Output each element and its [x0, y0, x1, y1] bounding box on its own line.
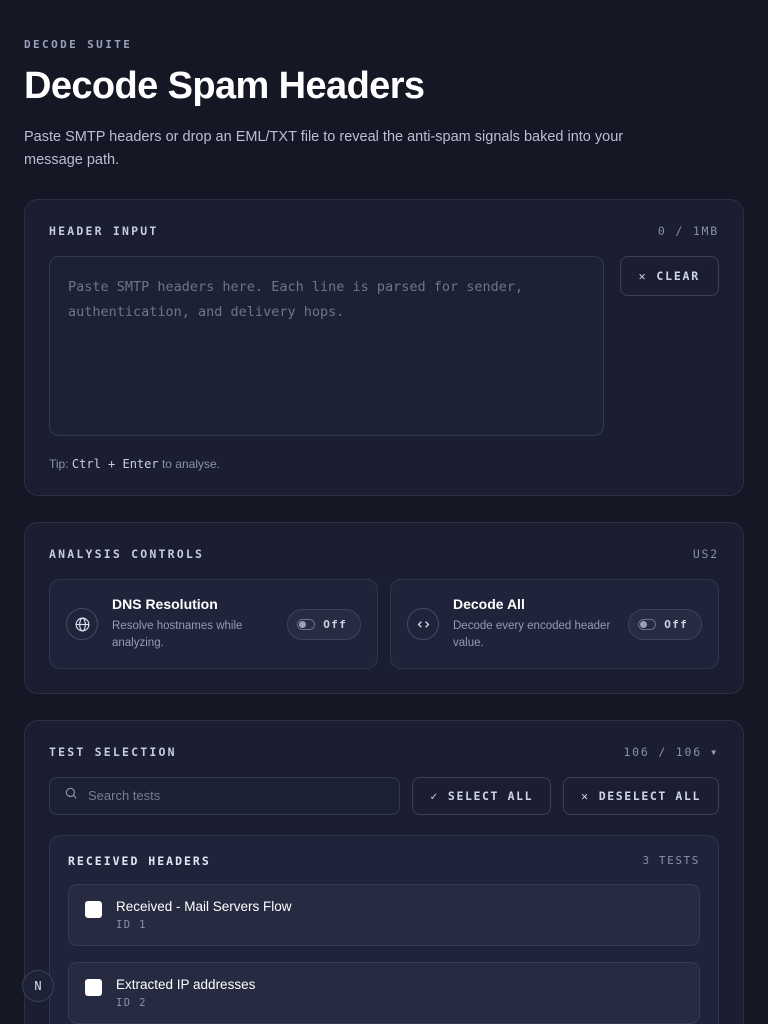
page-title: Decode Spam Headers — [24, 65, 425, 107]
search-tests-box[interactable] — [49, 777, 400, 815]
floating-badge[interactable] — [22, 970, 54, 1002]
analysis-controls-card — [24, 522, 744, 693]
eyebrow-label: DECODE SUITE — [24, 38, 133, 51]
chevron-down-icon: ▾ — [709, 744, 719, 759]
test-selection-card — [24, 720, 744, 1024]
test-id: ID 2 — [116, 996, 147, 1009]
search-tests-input[interactable] — [88, 788, 385, 803]
test-name: Extracted IP addresses — [116, 976, 256, 992]
deselect-all-button[interactable] — [563, 777, 719, 815]
test-checkbox[interactable] — [85, 901, 102, 918]
control-dns-resolution[interactable] — [49, 579, 378, 668]
test-checkbox[interactable] — [85, 979, 102, 996]
select-all-button[interactable] — [412, 777, 551, 815]
toggle-knob-icon — [638, 619, 656, 630]
code-icon — [407, 608, 439, 640]
control-decode-toggle-state: Off — [664, 617, 688, 631]
search-icon — [64, 786, 78, 805]
clear-button[interactable] — [620, 256, 719, 296]
control-dns-toggle[interactable] — [287, 609, 361, 640]
analysis-controls-head — [49, 547, 719, 561]
globe-icon — [66, 608, 98, 640]
close-icon: ✕ — [581, 788, 590, 803]
test-group-head — [68, 854, 700, 868]
header-input-row — [49, 256, 719, 441]
test-group-received-headers — [49, 835, 719, 1024]
analysis-controls-meta: US2 — [692, 547, 719, 562]
analysis-controls-title: ANALYSIS CONTROLS — [49, 547, 205, 562]
control-decode-text — [453, 596, 614, 651]
tip-suffix: to analyse. — [161, 457, 220, 472]
tip-text — [49, 457, 719, 471]
test-selection-count: 106 / 106 — [623, 744, 702, 759]
select-all-label: SELECT ALL — [447, 788, 534, 803]
tip-prefix: Tip: — [49, 457, 69, 472]
control-decode-toggle[interactable] — [628, 609, 702, 640]
close-icon: ✕ — [638, 269, 648, 284]
test-row-text — [116, 899, 292, 931]
control-dns-text — [112, 596, 273, 651]
control-decode-all[interactable] — [390, 579, 719, 668]
test-id: ID 1 — [116, 918, 147, 931]
tip-shortcut: Ctrl + Enter — [71, 457, 159, 472]
test-row[interactable] — [68, 962, 700, 1024]
test-selection-count-toggle[interactable] — [623, 745, 719, 759]
test-search-row — [49, 777, 719, 815]
header-input-title: HEADER INPUT — [49, 224, 159, 239]
header-input-card — [24, 199, 744, 496]
deselect-all-label: DESELECT ALL — [598, 788, 701, 803]
test-selection-head — [49, 745, 719, 759]
headers-input[interactable] — [49, 256, 604, 436]
control-dns-toggle-state: Off — [323, 617, 347, 631]
test-row-text — [116, 977, 255, 1009]
control-dns-name: DNS Resolution — [112, 596, 218, 613]
test-group-count: 3 TESTS — [642, 854, 700, 868]
header-input-counter: 0 / 1MB — [657, 224, 719, 239]
control-decode-name: Decode All — [453, 596, 525, 613]
control-dns-description: Resolve hostnames while analyzing. — [112, 620, 243, 650]
test-selection-title: TEST SELECTION — [49, 744, 177, 759]
control-decode-description: Decode every encoded header value. — [453, 620, 611, 650]
test-group-title: RECEIVED HEADERS — [68, 853, 211, 868]
test-name: Received - Mail Servers Flow — [116, 898, 292, 914]
floating-badge-label: N — [34, 979, 42, 993]
page-root — [0, 38, 768, 1024]
clear-button-label: CLEAR — [656, 269, 700, 284]
test-row[interactable] — [68, 884, 700, 946]
header-input-card-head — [49, 224, 719, 238]
toggle-knob-icon — [297, 619, 315, 630]
headers-textarea-wrap — [49, 256, 604, 441]
page-subtitle: Paste SMTP headers or drop an EML/TXT file to reveal the anti-spam signals baked into your message path. — [24, 128, 624, 169]
analysis-controls-grid — [49, 579, 719, 668]
check-icon: ✓ — [430, 788, 439, 803]
